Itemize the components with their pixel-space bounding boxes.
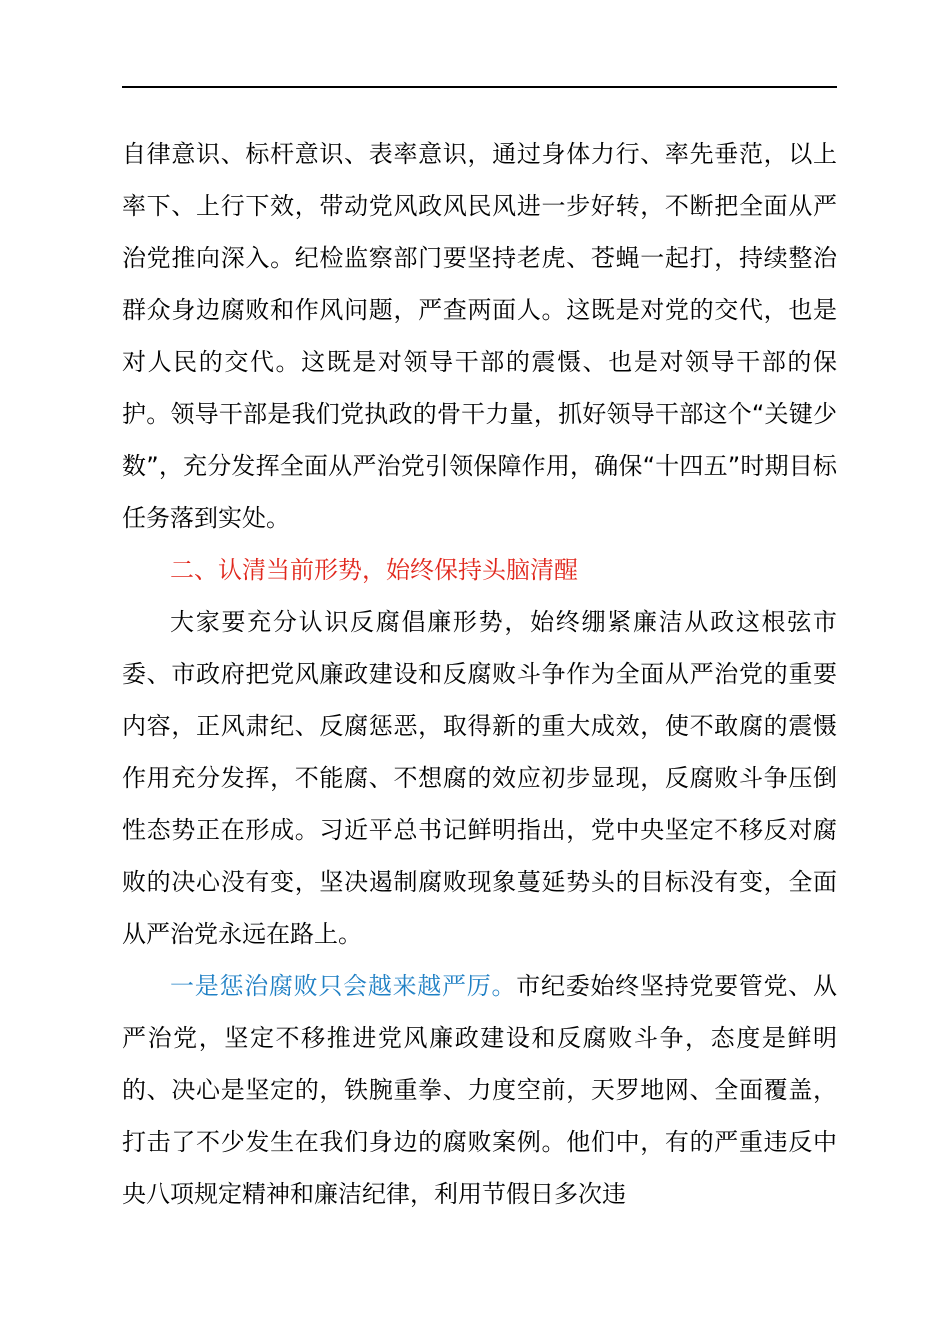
point-one-lead: 一是惩治腐败只会越来越严厉。 — [170, 972, 517, 1000]
paragraph-continuation: 自律意识、标杆意识、表率意识，通过身体力行、率先垂范，以上率下、上行下效，带动党风政风民风进一步好转，不断把全面从严治党推向深入。纪检监察部门要坚持老虎、苍蝇一起打，持续整治群众身边腐败和作风问题，严查两面人。这既是对党的交代，也是对人民的交代。这既是对领导干部的震慑、也是对领导干部的保护。领导干部是我们党执政的骨干力量，抓好领导干部这个“关键少数”，充分发挥全面从严治党引领保障作用，确保“十四五”时期目标任务落到实处。 — [122, 140, 837, 532]
section-heading: 二、认清当前形势，始终保持头脑清醒 — [170, 556, 578, 584]
header-rule — [122, 86, 837, 88]
paragraph-situation: 大家要充分认识反腐倡廉形势，始终绷紧廉洁从政这根弦市委、市政府把党风廉政建设和反腐败斗争作为全面从严治党的重要内容，正风肃纪、反腐惩恶，取得新的重大成效，使不敢腐的震慑作用充分发挥，不能腐、不想腐的效应初步显现，反腐败斗争压倒性态势正在形成。习近平总书记鲜明指出，党中央坚定不移反对腐败的决心没有变，坚决遏制腐败现象蔓延势头的目标没有变，全面从严治党永远在路上。 — [122, 608, 837, 948]
paragraph-point-one — [122, 960, 837, 1220]
document-body — [122, 128, 837, 1220]
point-one-body: 市纪委始终坚持党要管党、从严治党，坚定不移推进党风廉政建设和反腐败斗争，态度是鲜明的、决心是坚定的，铁腕重拳、力度空前，天罗地网、全面覆盖，打击了不少发生在我们身边的腐败案例。他们中，有的严重违反中央八项规定精神和廉洁纪律，利用节假日多次违 — [122, 972, 838, 1208]
